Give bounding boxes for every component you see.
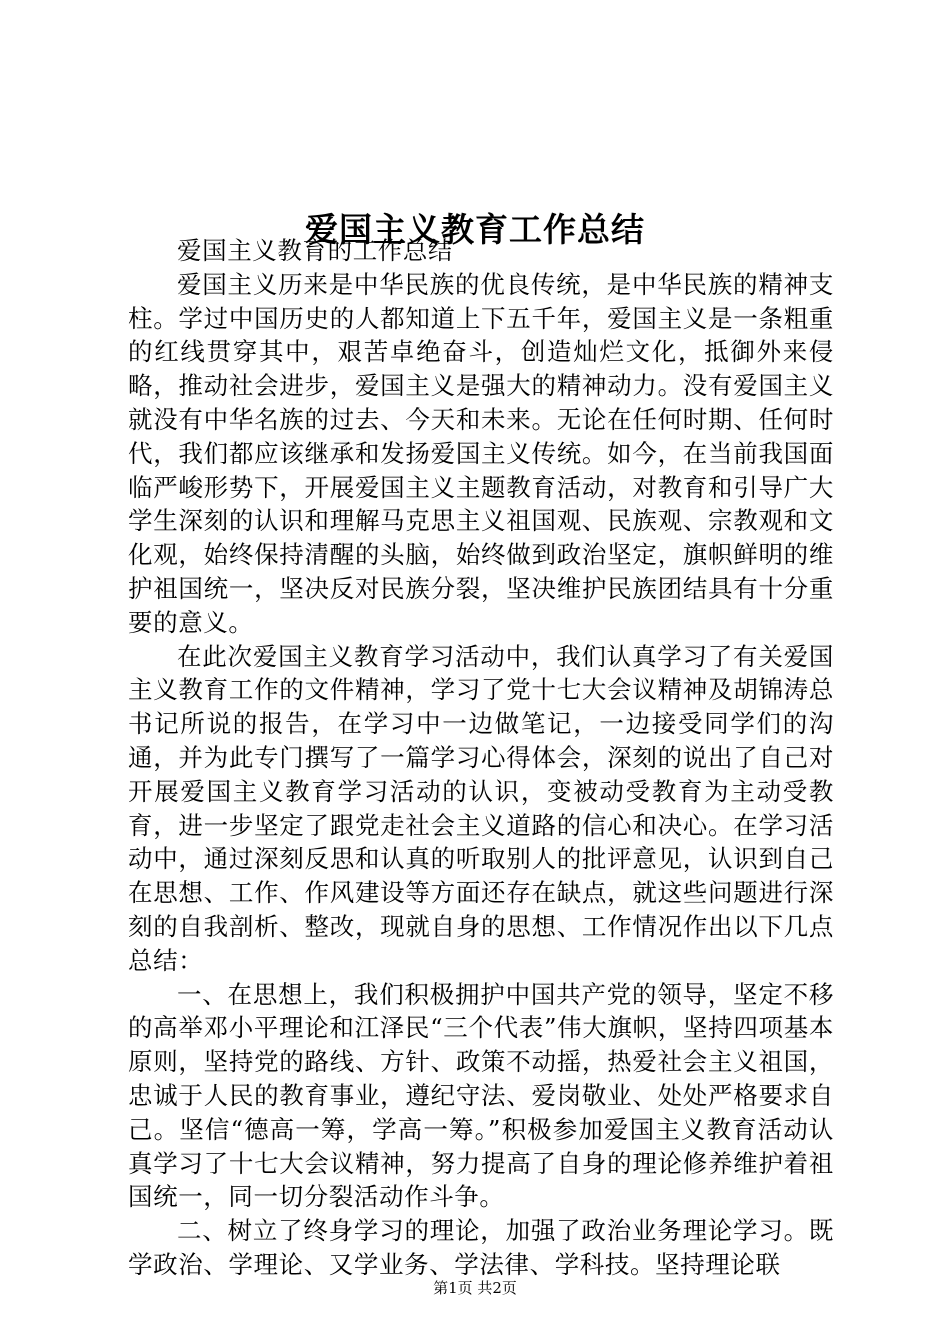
subtitle-paragraph: 爱国主义教育的工作总结	[177, 236, 454, 265]
body-paragraph: 二、树立了终身学习的理论，加强了政治业务理论学习。既学政治、学理论、又学业务、学法律、学科技。坚持理论联	[128, 1216, 834, 1279]
body-paragraph: 一、在思想上，我们积极拥护中国共产党的领导，坚定不移的高举邓小平理论和江泽民“三个代表”伟大旗帜，坚持四项基本原则，坚持党的路线、方针、政策不动摇，热爱社会主义祖国，忠诚于人民的教育事业，遵纪守法、爱岗敬业、处处严格要求自己。坚信“德高一筹，学高一筹。”积极参加爱国主义教育活动认真学习了十七大会议精神，努力提高了自身的理论修养维护着祖国统一，同一切分裂活动作斗争。	[128, 979, 834, 1212]
page-footer: 第1页 共2页	[433, 1279, 517, 1297]
document-body	[128, 234, 834, 1282]
body-paragraph: 在此次爱国主义教育学习活动中，我们认真学习了有关爱国主义教育工作的文件精神，学习了党十七大会议精神及胡锦涛总书记所说的报告，在学习中一边做笔记，一边接受同学们的沟通，并为此专门撰写了一篇学习心得体会，深刻的说出了自己对开展爱国主义教育学习活动的认识，变被动受教育为主动受教育，进一步坚定了跟党走社会主义道路的信心和决心。在学习活动中，通过深刻反思和认真的听取别人的批评意见，认识到自己在思想、工作、作风建设等方面还存在缺点，就这些问题进行深刻的自我剖析、整改，现就自身的思想、工作情况作出以下几点总结：	[128, 641, 834, 975]
body-paragraph: 爱国主义历来是中华民族的优良传统，是中华民族的精神支柱。学过中国历史的人都知道上下五千年，爱国主义是一条粗重的红线贯穿其中，艰苦卓绝奋斗，创造灿烂文化，抵御外来侵略，推动社会进步，爱国主义是强大的精神动力。没有爱国主义就没有中华名族的过去、今天和未来。无论在任何时期、任何时代，我们都应该继承和发扬爱国主义传统。如今，在当前我国面临严峻形势下，开展爱国主义主题教育活动，对教育和引导广大学生深刻的认识和理解马克思主义祖国观、民族观、宗教观和文化观，始终保持清醒的头脑，始终做到政治坚定，旗帜鲜明的维护祖国统一，坚决反对民族分裂，坚决维护民族团结具有十分重要的意义。	[128, 269, 834, 637]
document-title: 爱国主义教育工作总结	[305, 210, 645, 250]
